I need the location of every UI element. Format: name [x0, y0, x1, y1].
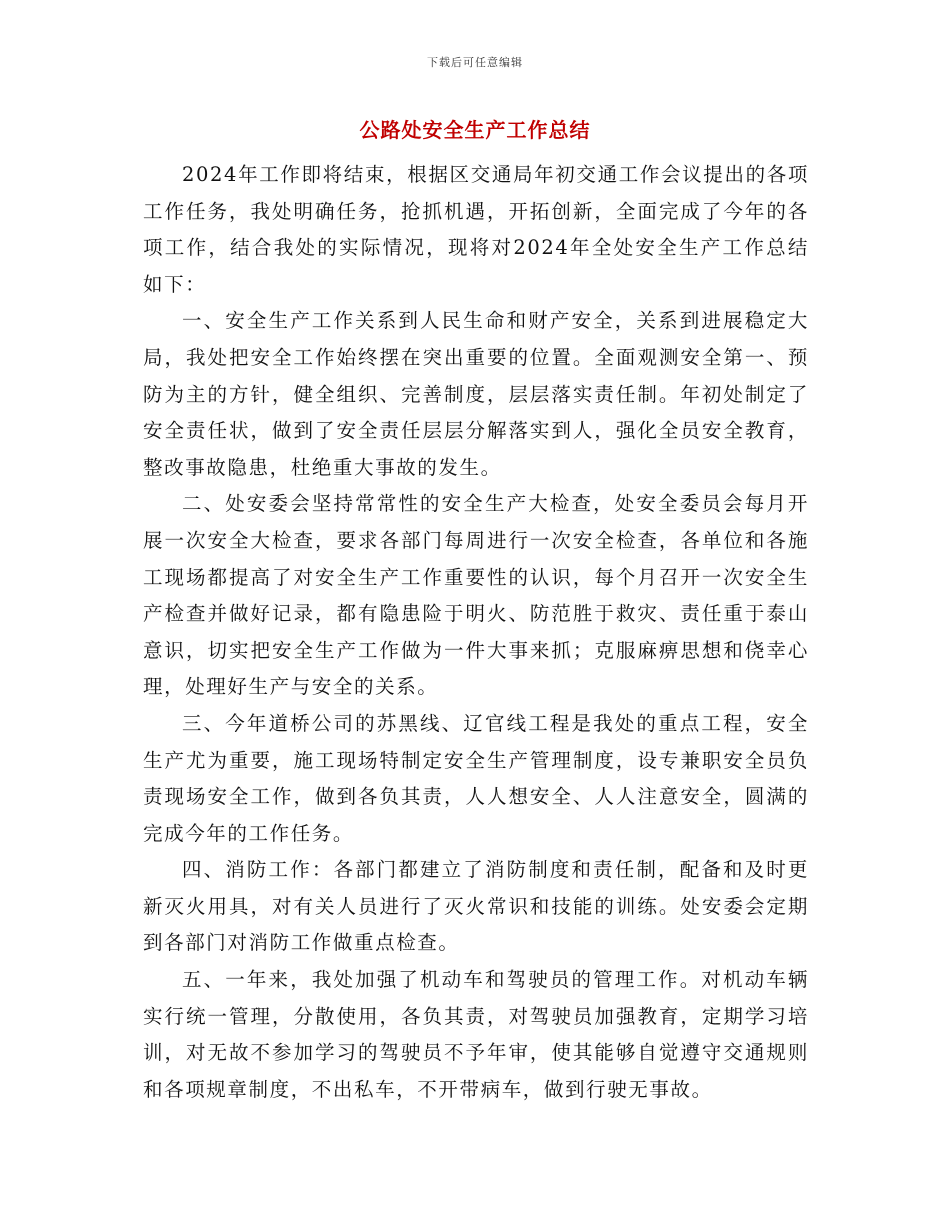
paragraph-3: 三、今年道桥公司的苏黑线、辽官线工程是我处的重点工程，安全生产尤为重要，施工现场特制定安全生产管理制度，设专兼职安全员负责现场安全工作，做到各负其责，人人想安全、人人注意安全，圆满的完成今年的工作任务。 [143, 711, 809, 845]
paragraph-5: 五、一年来，我处加强了机动车和驾驶员的管理工作。对机动车辆实行统一管理，分散使用，各负其责，对驾驶员加强教育，定期学习培训，对无故不参加学习的驾驶员不予年审，使其能够自觉遵守交通规则和各项规章制度，不出私车，不开带病车，做到行驶无事故。 [143, 968, 809, 1101]
paragraph-4: 四、消防工作：各部门都建立了消防制度和责任制，配备和及时更新灭火用具，对有关人员进行了灭火常识和技能的训练。处安委会定期到各部门对消防工作做重点检查。 [143, 858, 809, 955]
paragraph-1: 一、安全生产工作关系到人民生命和财产安全，关系到进展稳定大局，我处把安全工作始终摆在突出重要的位置。全面观测安全第一、预防为主的方针，健全组织、完善制度，层层落实责任制。年初处制定了安全责任状，做到了安全责任层层分解落实到人，强化全员安全教育，整改事故隐患，杜绝重大事故的发生。 [143, 309, 809, 479]
header-note: 下载后可任意编辑 [427, 56, 523, 69]
document-title: 公路处安全生产工作总结 [359, 118, 591, 142]
document-body [143, 157, 809, 1108]
paragraph-2: 二、处安委会坚持常常性的安全生产大检查，处安全委员会每月开展一次安全大检查，要求各部门每周进行一次安全检查，各单位和各施工现场都提高了对安全生产工作重要性的认识，每个月召开一次安全生产检查并做好记录，都有隐患险于明火、防范胜于救灾、责任重于泰山意识，切实把安全生产工作做为一件大事来抓；克服麻痹思想和侥幸心理，处理好生产与安全的关系。 [143, 492, 809, 699]
paragraph-intro: 2024年工作即将结束，根据区交通局年初交通工作会议提出的各项工作任务，我处明确任务，抢抓机遇，开拓创新，全面完成了今年的各项工作，结合我处的实际情况，现将对2024年全处安全生产工作总结如下： [143, 163, 809, 296]
